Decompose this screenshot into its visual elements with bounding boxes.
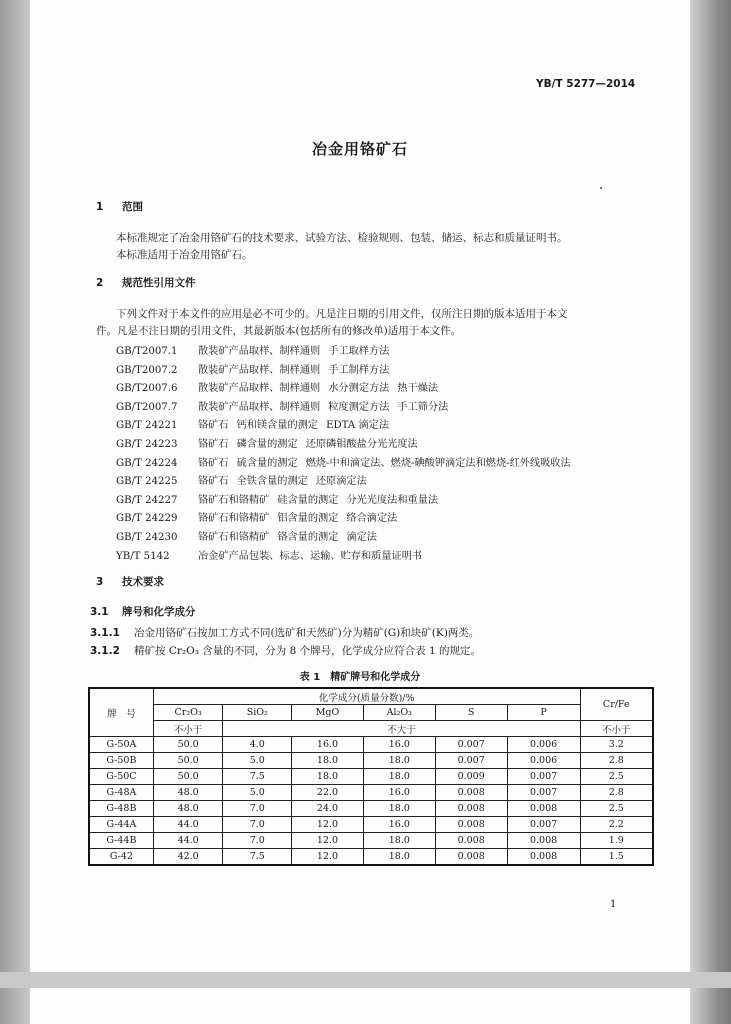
cell-p: 0.007 xyxy=(507,785,580,801)
col-sio2: SiO₂ xyxy=(223,705,292,721)
reference-title-part: 散装矿产品取样、制样通则 xyxy=(198,383,321,395)
standard-code: YB/T 5277—2014 xyxy=(536,78,636,90)
table-row xyxy=(89,817,653,833)
clause-text: 冶金用铬矿石按加工方式不同(选矿和天然矿)分为精矿(G)和块矿(K)两类。 xyxy=(134,627,480,639)
col-p: P xyxy=(507,705,580,721)
reference-title-part: 铬矿石和铬精矿 xyxy=(198,532,270,543)
reference-title-part: 铬矿石和铬精矿 xyxy=(198,494,270,506)
reference-title-part: 手工筛分法 xyxy=(397,401,449,413)
cell-crfe: 2.5 xyxy=(580,801,653,817)
reference-title-part: 散装矿产品取样、制样通则 xyxy=(198,401,321,413)
cell-p: 0.006 xyxy=(507,753,580,769)
reference-title-part: 散装矿产品取样、制样通则 xyxy=(198,364,321,376)
cell-cr2o3: 44.0 xyxy=(153,833,223,849)
cell-crfe: 2.2 xyxy=(580,817,653,833)
next-page xyxy=(30,988,690,1024)
cell-p: 0.007 xyxy=(507,817,580,833)
crfe-header: Cr/Fe xyxy=(580,688,653,721)
cell-mgo: 12.0 xyxy=(292,817,364,833)
cell-mgo: 18.0 xyxy=(292,769,364,785)
cell-sio2: 7.0 xyxy=(223,817,292,833)
reference-title-part: 热干燥法 xyxy=(397,383,439,395)
reference-code: GB/T 24230 xyxy=(116,532,178,543)
reference-title-part: 燃烧-中和滴定法、燃烧-碘酸钾滴定法和燃烧-红外线吸收法 xyxy=(305,457,571,469)
section-3-1-heading xyxy=(90,604,196,619)
section-3-heading xyxy=(96,574,164,589)
reference-item xyxy=(116,509,397,524)
cell-crfe: 1.5 xyxy=(580,849,653,866)
reference-item xyxy=(116,342,389,357)
reference-title-part: 粒度测定方法 xyxy=(328,401,390,413)
cell-grade: G-44B xyxy=(89,833,153,849)
reference-title-part: 冶金矿产品包装、标志、运输、贮存和质量证明书 xyxy=(198,550,423,562)
section-title: 规范性引用文件 xyxy=(122,277,196,289)
reference-title-part: 硅含量的测定 xyxy=(277,494,339,506)
cell-mgo: 18.0 xyxy=(292,753,364,769)
reference-title-part: 铬矿石 xyxy=(198,420,229,432)
cell-s: 0.008 xyxy=(435,817,507,833)
reference-title-part: EDTA 滴定法 xyxy=(326,420,390,432)
cell-al2o3: 16.0 xyxy=(363,737,435,753)
reference-title-part: 分光光度法和重量法 xyxy=(346,494,439,506)
cell-al2o3: 18.0 xyxy=(363,833,435,849)
cell-grade: G-50A xyxy=(89,737,153,753)
scan-speck xyxy=(600,187,602,189)
section-number: 1 xyxy=(96,201,104,213)
cell-al2o3: 18.0 xyxy=(363,753,435,769)
reference-title-part: 铬矿石 xyxy=(198,457,229,469)
cell-mgo: 24.0 xyxy=(292,801,364,817)
left-gutter xyxy=(0,0,30,1024)
section-1-heading xyxy=(96,199,143,214)
cell-s: 0.009 xyxy=(435,769,507,785)
section-2-para-line-2: 件。凡是不注日期的引用文件，其最新版本(包括所有的修改单)适用于本文件。 xyxy=(96,325,462,337)
col-cr2o3: Cr₂O₃ xyxy=(153,705,223,721)
cell-grade: G-50B xyxy=(89,753,153,769)
cell-crfe: 1.9 xyxy=(580,833,653,849)
table-row xyxy=(89,785,653,801)
reference-title-part: 铬矿石 xyxy=(198,476,229,488)
cell-p: 0.008 xyxy=(507,849,580,866)
clause-number: 3.1.2 xyxy=(90,645,120,657)
cell-cr2o3: 50.0 xyxy=(153,769,223,785)
cell-al2o3: 18.0 xyxy=(363,801,435,817)
cell-sio2: 7.5 xyxy=(223,769,292,785)
cell-grade: G-48B xyxy=(89,801,153,817)
section-number: 2 xyxy=(96,277,104,289)
cell-p: 0.007 xyxy=(507,769,580,785)
cell-s: 0.007 xyxy=(435,737,507,753)
reference-item xyxy=(116,528,377,543)
cell-al2o3: 18.0 xyxy=(363,849,435,866)
reference-title-part: 手工取样方法 xyxy=(328,346,390,357)
reference-code: GB/T 24223 xyxy=(116,439,178,450)
reference-title-part: 滴定法 xyxy=(346,532,377,543)
cell-mgo: 12.0 xyxy=(292,833,364,849)
col-al2o3: Al₂O₃ xyxy=(363,705,435,721)
cell-s: 0.008 xyxy=(435,833,507,849)
reference-title-part: 散装矿产品取样、制样通则 xyxy=(198,346,321,357)
cell-p: 0.006 xyxy=(507,737,580,753)
table-row xyxy=(89,769,653,785)
table-body xyxy=(89,737,653,866)
reference-item xyxy=(116,454,571,469)
cell-crfe: 3.2 xyxy=(580,737,653,753)
reference-title-part: 钙和镁含量的测定 xyxy=(236,420,319,432)
cell-cr2o3: 48.0 xyxy=(153,801,223,817)
reference-code: GB/T2007.7 xyxy=(116,401,178,413)
section-number: 3.1 xyxy=(90,606,109,618)
cell-sio2: 5.0 xyxy=(223,753,292,769)
reference-title-part: 铝含量的测定 xyxy=(277,513,339,525)
clause-number: 3.1.1 xyxy=(90,627,120,639)
section-title: 技术要求 xyxy=(122,576,164,588)
table-row xyxy=(89,801,653,817)
cell-mgo: 22.0 xyxy=(292,785,364,801)
cell-s: 0.008 xyxy=(435,785,507,801)
not-less-label: 不小于 xyxy=(153,721,223,737)
cell-s: 0.008 xyxy=(435,801,507,817)
reference-code: YB/T 5142 xyxy=(116,550,170,562)
reference-item xyxy=(116,472,367,487)
not-more-label: 不大于 xyxy=(223,721,580,737)
reference-title-part: 络合滴定法 xyxy=(346,513,398,525)
reference-title-part: 铬含量的测定 xyxy=(277,532,339,543)
reference-code: GB/T2007.6 xyxy=(116,383,178,395)
reference-title-part: 铬矿石 xyxy=(198,439,229,450)
cell-p: 0.008 xyxy=(507,801,580,817)
reference-code: GB/T2007.2 xyxy=(116,364,178,376)
document-title: 冶金用铬矿石 xyxy=(311,140,408,158)
reference-title-part: 磷含量的测定 xyxy=(236,439,298,450)
cell-crfe: 2.8 xyxy=(580,753,653,769)
reference-title-part: 手工制样方法 xyxy=(328,364,390,376)
section-3-1-1 xyxy=(90,625,479,640)
reference-item xyxy=(116,361,389,376)
reference-code: GB/T 24229 xyxy=(116,513,178,525)
cell-crfe: 2.5 xyxy=(580,769,653,785)
cell-cr2o3: 42.0 xyxy=(153,849,223,866)
cell-grade: G-48A xyxy=(89,785,153,801)
cell-sio2: 7.0 xyxy=(223,801,292,817)
reference-code: GB/T 24225 xyxy=(116,476,178,488)
reference-code: GB/T 24224 xyxy=(116,457,178,469)
section-number: 3 xyxy=(96,576,104,588)
table-row xyxy=(89,737,653,753)
cell-mgo: 16.0 xyxy=(292,737,364,753)
cell-grade: G-42 xyxy=(89,849,153,866)
reference-title-part: 还原滴定法 xyxy=(315,476,367,488)
col-mgo: MgO xyxy=(292,705,364,721)
reference-item xyxy=(116,416,389,431)
page-number: 1 xyxy=(610,899,617,910)
reference-code: GB/T 24221 xyxy=(116,420,178,432)
table-row xyxy=(89,833,653,849)
grade-composition-table xyxy=(88,687,654,866)
cell-al2o3: 16.0 xyxy=(363,785,435,801)
reference-item xyxy=(116,435,418,450)
chem-composition-header: 化学成分(质量分数)/% xyxy=(153,688,580,705)
cell-sio2: 7.0 xyxy=(223,833,292,849)
section-1-para-2: 本标准适用于冶金用铬矿石。 xyxy=(116,249,253,261)
reference-title-part: 还原磷钼酸盐分光光度法 xyxy=(305,439,418,450)
reference-item xyxy=(116,398,448,413)
reference-item xyxy=(116,491,438,506)
cell-cr2o3: 48.0 xyxy=(153,785,223,801)
table-row xyxy=(89,753,653,769)
reference-code: GB/T2007.1 xyxy=(116,346,178,357)
cell-grade: G-44A xyxy=(89,817,153,833)
reference-code: GB/T 24227 xyxy=(116,494,178,506)
cell-grade: G-50C xyxy=(89,769,153,785)
cell-s: 0.007 xyxy=(435,753,507,769)
cell-sio2: 7.5 xyxy=(223,849,292,866)
reference-item xyxy=(116,547,422,562)
reference-title-part: 水分测定方法 xyxy=(328,383,390,395)
scrollbar-track[interactable] xyxy=(690,0,731,1024)
section-3-1-2 xyxy=(90,643,481,658)
cell-cr2o3: 50.0 xyxy=(153,737,223,753)
cell-cr2o3: 44.0 xyxy=(153,817,223,833)
reference-item xyxy=(116,379,438,394)
document-page xyxy=(30,0,690,972)
reference-title-part: 全铁含量的测定 xyxy=(236,476,308,488)
cell-sio2: 5.0 xyxy=(223,785,292,801)
table-caption: 表 1 精矿牌号和化学成分 xyxy=(299,672,421,683)
section-2-para-line-1: 下列文件对于本文件的应用是必不可少的。凡是注日期的引用文件，仅所注日期的版本适用于本文 xyxy=(116,308,568,320)
reference-title-part: 硫含量的测定 xyxy=(236,457,298,469)
cell-crfe: 2.8 xyxy=(580,785,653,801)
cell-s: 0.008 xyxy=(435,849,507,866)
section-title: 范围 xyxy=(122,201,143,213)
cell-cr2o3: 50.0 xyxy=(153,753,223,769)
page-separator xyxy=(0,972,731,988)
cell-p: 0.008 xyxy=(507,833,580,849)
grade-header: 牌 号 xyxy=(89,688,153,737)
clause-text: 精矿按 Cr₂O₃ 含量的不同，分为 8 个牌号，化学成分应符合表 1 的规定。 xyxy=(134,645,481,657)
cell-al2o3: 16.0 xyxy=(363,817,435,833)
reference-title-part: 铬矿石和铬精矿 xyxy=(198,513,270,525)
section-1-para-1: 本标准规定了冶金用铬矿石的技术要求、试验方法、检验规则、包装、储运、标志和质量证明书。 xyxy=(116,232,568,244)
section-2-heading xyxy=(96,275,196,290)
cell-al2o3: 18.0 xyxy=(363,769,435,785)
crfe-not-less-label: 不小于 xyxy=(580,721,653,737)
cell-sio2: 4.0 xyxy=(223,737,292,753)
cell-mgo: 12.0 xyxy=(292,849,364,866)
section-title: 牌号和化学成分 xyxy=(122,606,196,618)
table-row xyxy=(89,849,653,866)
col-s: S xyxy=(435,705,507,721)
